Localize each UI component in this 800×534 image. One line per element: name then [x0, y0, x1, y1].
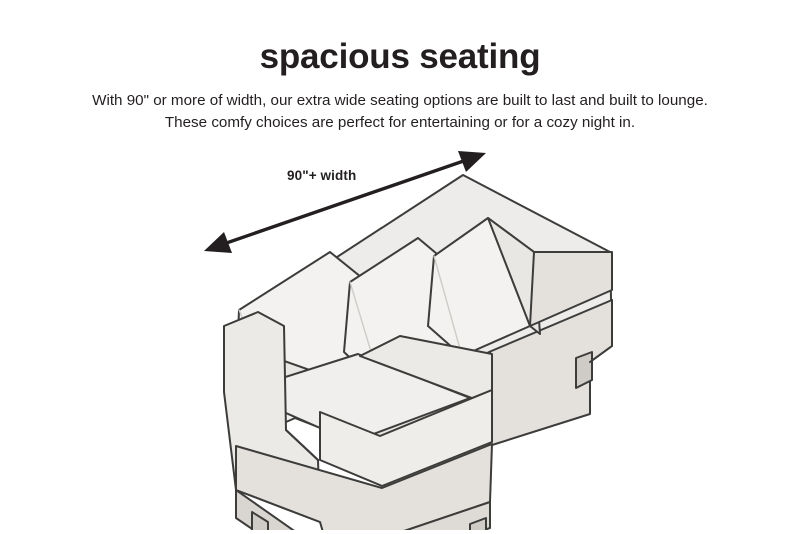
page-title: spacious seating	[259, 37, 541, 76]
dimension-label: 90"+ width	[287, 168, 357, 183]
subtitle-block	[0, 90, 800, 134]
sofa-diagram	[0, 130, 800, 530]
sofa-line-drawing-icon	[224, 175, 612, 530]
subtitle-line-1: With 90" or more of width, our extra wide seating options are built to last and built to lounge.	[92, 92, 708, 109]
subtitle-line-2: These comfy choices are perfect for entertaining or for a cozy night in.	[164, 114, 636, 132]
